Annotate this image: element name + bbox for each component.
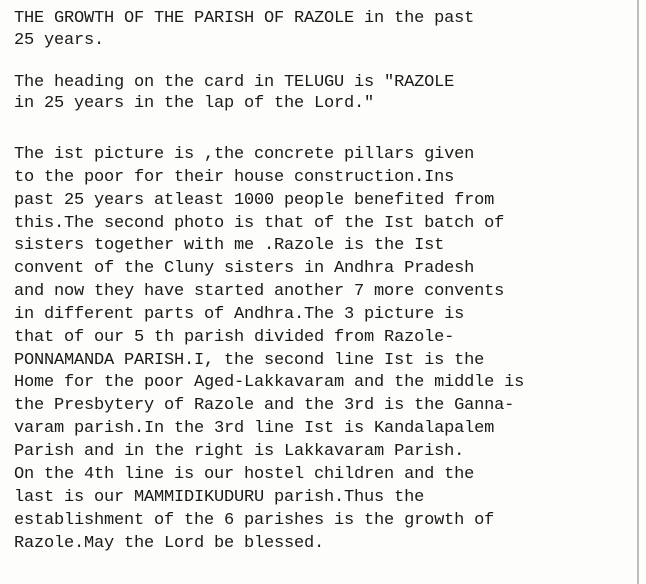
body-line: and now they have started another 7 more convents bbox=[14, 282, 505, 301]
body-line: this.The second photo is that of the Ist batch of bbox=[14, 214, 505, 233]
body-line: last is our MAMMIDIKUDURU parish.Thus the bbox=[14, 488, 425, 507]
title-line-1: THE GROWTH OF THE PARISH OF RAZOLE in the past bbox=[14, 9, 475, 28]
body-line: past 25 years atleast 1000 people benefited from bbox=[14, 191, 495, 210]
body-line: PONNAMANDA PARISH.I, the second line Ist is the bbox=[14, 351, 485, 370]
page-edge-divider bbox=[637, 0, 639, 584]
body-line: to the poor for their house construction.Ins bbox=[14, 168, 455, 187]
body-line: The ist picture is ,the concrete pillars given bbox=[14, 145, 475, 164]
body-line: sisters together with me .Razole is the Ist bbox=[14, 236, 445, 255]
body-line: establishment of the 6 parishes is the growth of bbox=[14, 511, 495, 530]
body-line: Parish and in the right is Lakkavaram Parish. bbox=[14, 442, 465, 461]
heading-line-1: The heading on the card in TELUGU is "RAZOLE bbox=[14, 73, 455, 92]
body-line: Razole.May the Lord be blessed. bbox=[14, 534, 325, 553]
body-line: the Presbytery of Razole and the 3rd is the Ganna- bbox=[14, 396, 515, 415]
body-line: Home for the poor Aged-Lakkavaram and the middle is bbox=[14, 373, 525, 392]
body-line: that of our 5 th parish divided from Razole- bbox=[14, 328, 455, 347]
body-line: varam parish.In the 3rd line Ist is Kandalapalem bbox=[14, 419, 495, 438]
body-line: On the 4th line is our hostel children and the bbox=[14, 465, 475, 484]
title-line-2: 25 years. bbox=[14, 31, 105, 50]
body-line: convent of the Cluny sisters in Andhra Pradesh bbox=[14, 259, 475, 278]
heading-line-2: in 25 years in the lap of the Lord." bbox=[14, 94, 375, 113]
body-line: in different parts of Andhra.The 3 picture is bbox=[14, 305, 465, 324]
